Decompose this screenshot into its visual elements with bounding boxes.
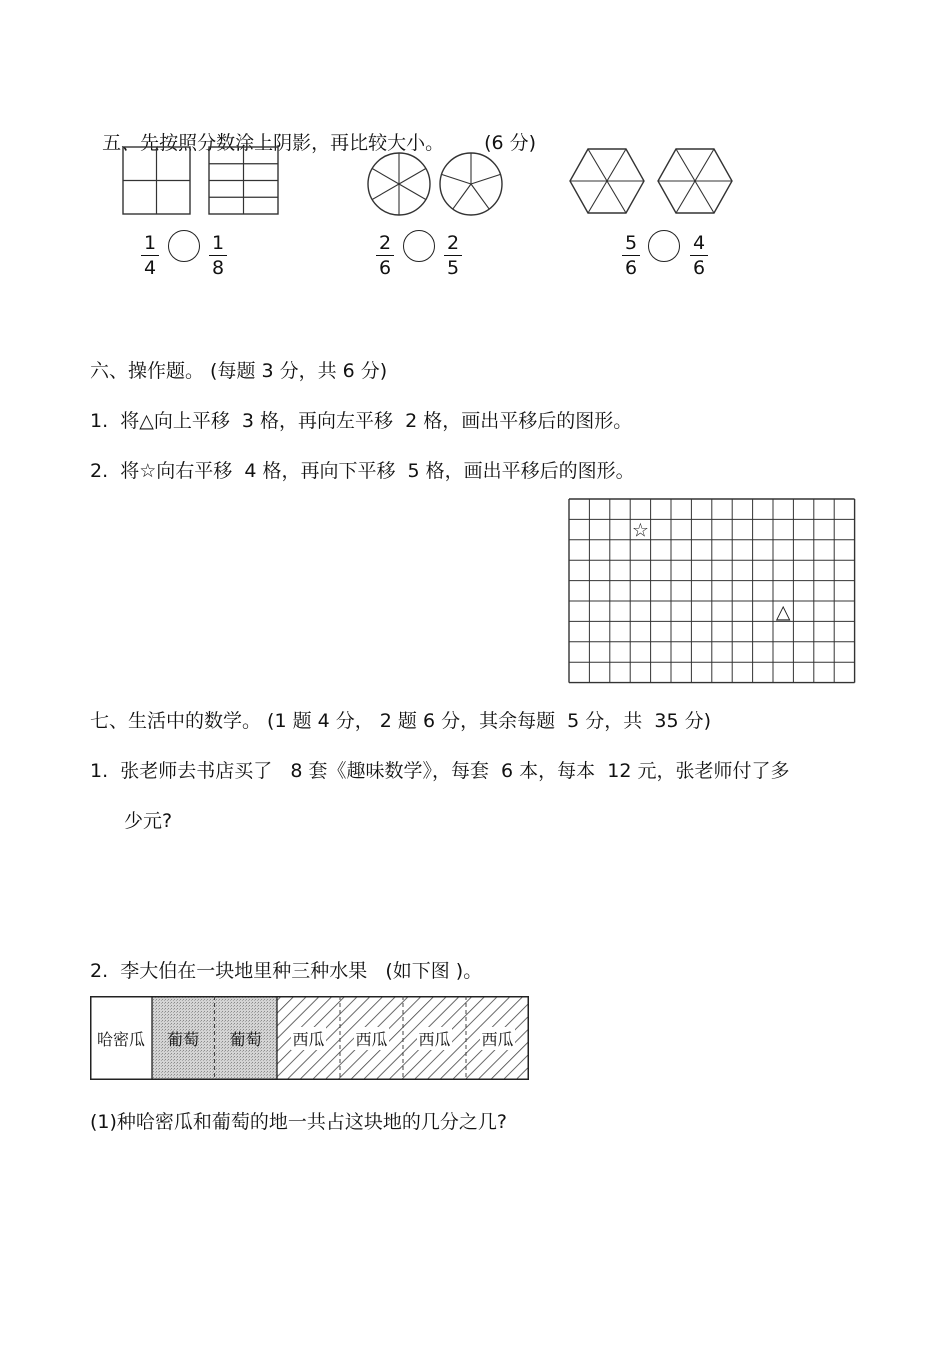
circle-fifths-figure[interactable]	[438, 151, 504, 217]
triangle-shape: △	[775, 601, 791, 624]
denominator: 5	[446, 257, 460, 279]
compare-circle-3[interactable]	[648, 230, 680, 262]
compare-circle-1[interactable]	[168, 230, 200, 262]
denominator: 6	[692, 257, 706, 279]
grid-lines	[569, 499, 855, 683]
section6-title: 六、操作题。 (每题 3 分，共 6 分)	[90, 360, 388, 382]
section7-question-1-line2: 少元?	[124, 810, 173, 832]
square-quarters-figure[interactable]	[122, 146, 192, 216]
fraction-1-4	[139, 232, 161, 279]
circle-sixths-figure[interactable]	[366, 151, 432, 217]
compare-circle-2[interactable]	[403, 230, 435, 262]
section7-question-2: 2. 李大伯在一块地里种三种水果 (如下图 )。	[90, 960, 483, 982]
fruit-field-strip	[90, 996, 529, 1080]
denominator: 6	[378, 257, 392, 279]
fraction-2-6	[374, 232, 396, 279]
strip-cell-hami-melon	[90, 996, 152, 1080]
strip-label: 葡萄	[166, 1029, 199, 1049]
numerator: 1	[211, 232, 225, 254]
strip-label: 西瓜	[354, 1027, 388, 1050]
denominator: 8	[211, 257, 225, 279]
section7-title: 七、生活中的数学。 (1 题 4 分， 2 题 6 分，其余每题 5 分，共 35 分)	[90, 710, 711, 732]
fraction-4-6	[688, 232, 710, 279]
strip-cell-watermelon-4	[466, 996, 529, 1080]
section5-title: 五、先按照分数涂上阴影，再比较大小。	[102, 132, 445, 154]
denominator: 6	[624, 257, 638, 279]
numerator: 4	[692, 232, 706, 254]
section6-question-1: 1. 将△向上平移 3 格，再向左平移 2 格，画出平移后的图形。	[90, 410, 633, 432]
strip-cell-grape-1	[152, 996, 214, 1080]
section5-score: (6 分)	[484, 132, 537, 154]
strip-cell-watermelon-1	[277, 996, 340, 1080]
strip-label: 西瓜	[417, 1027, 451, 1050]
fraction-5-6	[620, 232, 642, 279]
numerator: 5	[624, 232, 638, 254]
section7-question-2-sub-1: (1)种哈密瓜和葡萄的地一共占这块地的几分之几?	[90, 1111, 507, 1133]
numerator: 1	[143, 232, 157, 254]
strip-label: 哈密瓜	[96, 1029, 145, 1049]
numerator: 2	[378, 232, 392, 254]
section6-question-2: 2. 将☆向右平移 4 格，再向下平移 5 格，画出平移后的图形。	[90, 460, 635, 482]
strip-cell-watermelon-2	[340, 996, 403, 1080]
strip-label: 西瓜	[291, 1027, 325, 1050]
numerator: 2	[446, 232, 460, 254]
strip-label: 西瓜	[480, 1027, 514, 1050]
star-shape: ☆	[631, 519, 649, 542]
fraction-1-8	[207, 232, 229, 279]
fraction-2-5	[442, 232, 464, 279]
denominator: 4	[143, 257, 157, 279]
strip-cell-watermelon-3	[403, 996, 466, 1080]
hexagon-figure-right[interactable]	[656, 147, 736, 217]
grid-canvas[interactable]	[568, 498, 857, 684]
hexagon-figure-left[interactable]	[568, 147, 648, 217]
square-eighths-figure[interactable]	[208, 146, 280, 216]
strip-label: 葡萄	[229, 1029, 262, 1049]
strip-cell-grape-2	[214, 996, 277, 1080]
section7-question-1-line1: 1. 张老师去书店买了 8 套《趣味数学》，每套 6 本，每本 12 元，张老师付了多	[90, 760, 790, 782]
